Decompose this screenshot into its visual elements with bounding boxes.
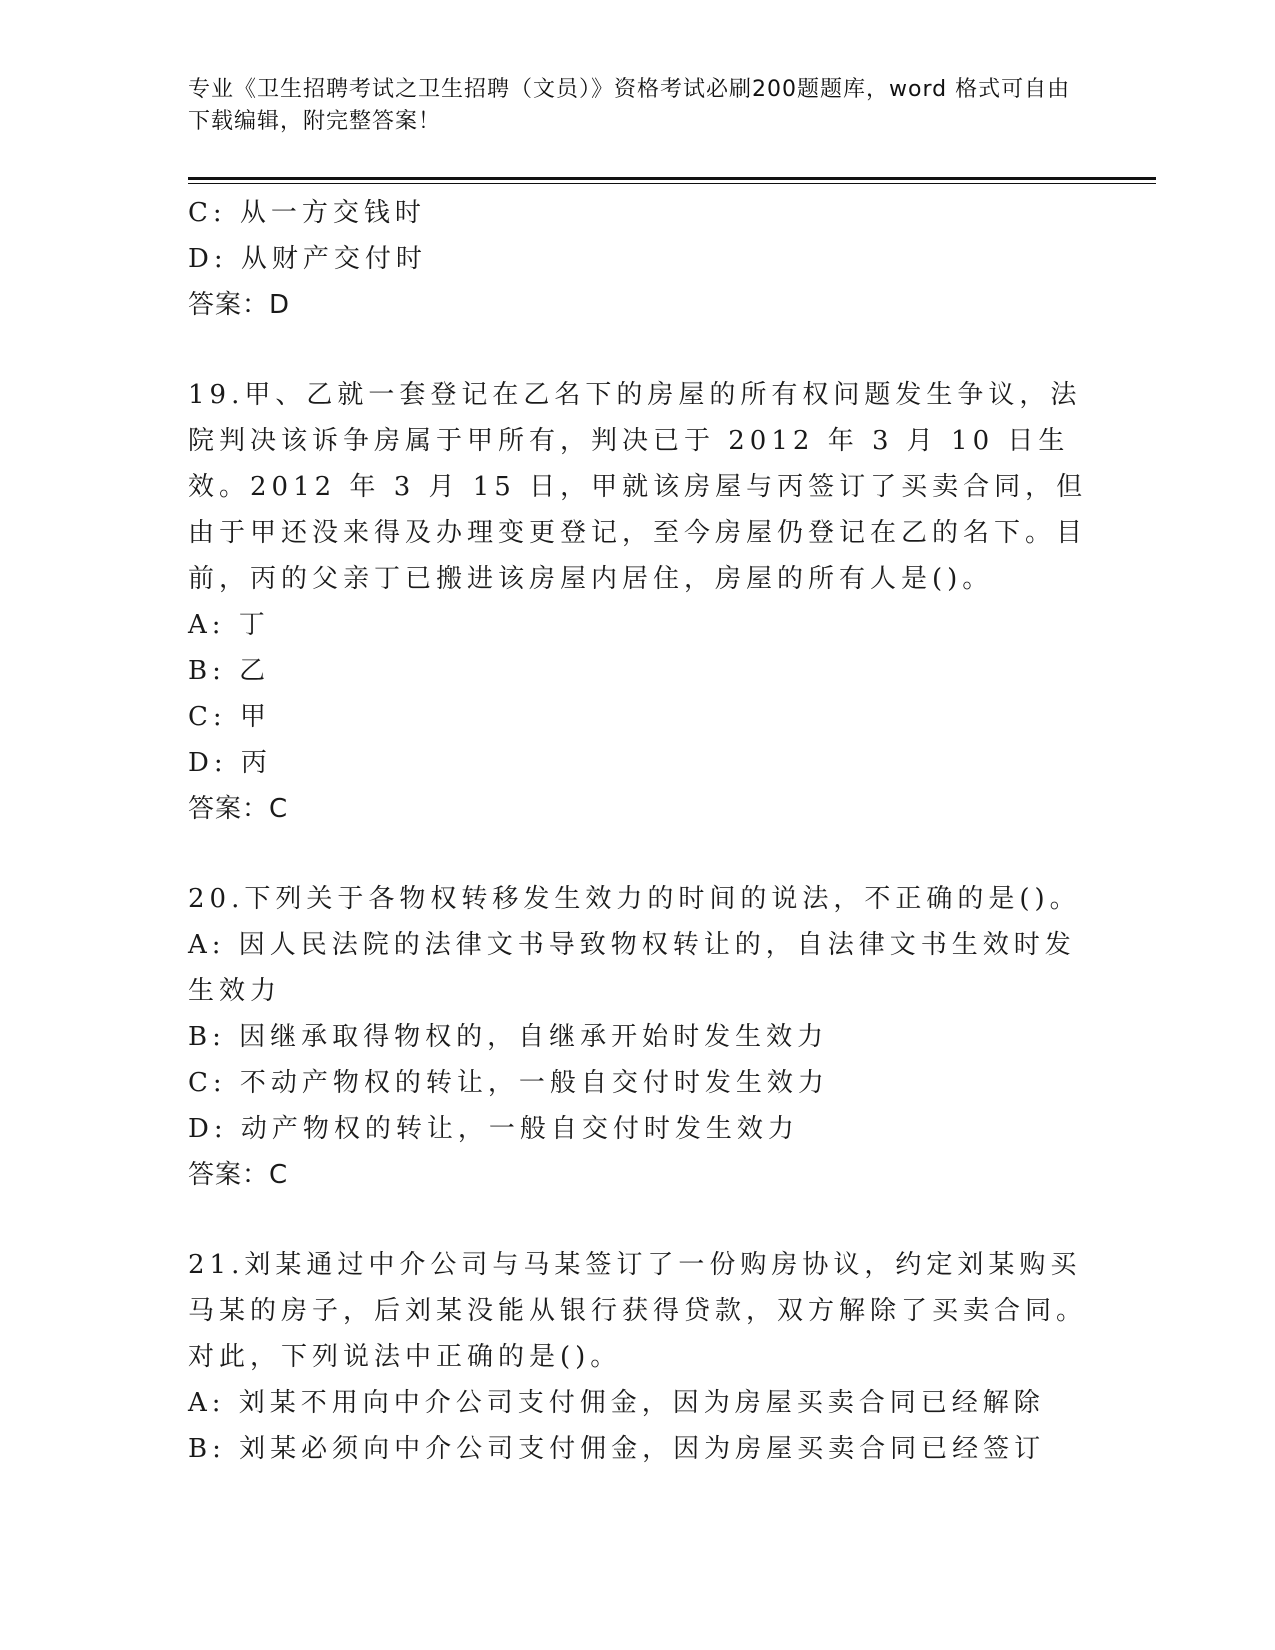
spacer — [188, 328, 1088, 372]
q20-option-a: A: 因人民法院的法律文书导致物权转让的，自法律文书生效时发生效力 — [188, 930, 1076, 1006]
q19-answer: 答案：C — [188, 794, 289, 824]
q19-stem: 19.甲、乙就一套登记在乙名下的房屋的所有权问题发生争议，法院判决该诉争房属于甲所有，判决已于 2012 年 3 月 10 日生效。2012 年 3 月 15 日，甲就该房屋与丙签订了买卖合同，但由于甲还没来得及办理变更登记，至今房屋仍登记在乙的名下。目前，丙的父亲丁已搬进该房屋内居住，房屋的所有人是()。 — [188, 380, 1088, 594]
q19-option-b: B: 乙 — [188, 656, 271, 686]
header-divider-thin — [188, 183, 1156, 184]
prev-option-c: C: 从一方交钱时 — [188, 198, 426, 228]
document-header: 专业《卫生招聘考试之卫生招聘（文员）》资格考试必刷200题题库，word 格式可自由下载编辑，附完整答案！ — [188, 77, 1071, 134]
q21-option-a: A: 刘某不用向中介公司支付佣金，因为房屋买卖合同已经解除 — [188, 1388, 1045, 1418]
q20-option-b: B: 因继承取得物权的，自继承开始时发生效力 — [188, 1022, 829, 1052]
q20-option-d: D: 动产物权的转让，一般自交付时发生效力 — [188, 1114, 799, 1144]
spacer — [188, 1198, 1088, 1242]
prev-answer: 答案：D — [188, 290, 291, 320]
header-divider-thick — [188, 177, 1156, 180]
q19-option-a: A: 丁 — [188, 610, 270, 640]
q20-answer: 答案：C — [188, 1160, 289, 1190]
q21-stem: 21.刘某通过中介公司与马某签订了一份购房协议，约定刘某购买马某的房子，后刘某没能从银行获得贷款，双方解除了买卖合同。对此，下列说法中正确的是()。 — [188, 1250, 1088, 1372]
prev-option-d: D: 从财产交付时 — [188, 244, 427, 274]
spacer — [188, 832, 1088, 876]
document-body — [188, 190, 1088, 1472]
q20-option-c: C: 不动产物权的转让，一般自交付时发生效力 — [188, 1068, 829, 1098]
q21-option-b: B: 刘某必须向中介公司支付佣金，因为房屋买卖合同已经签订 — [188, 1434, 1046, 1464]
q20-stem: 20.下列关于各物权转移发生效力的时间的说法，不正确的是()。 — [188, 884, 1081, 914]
q19-option-c: C: 甲 — [188, 702, 271, 732]
q19-option-d: D: 丙 — [188, 748, 272, 778]
